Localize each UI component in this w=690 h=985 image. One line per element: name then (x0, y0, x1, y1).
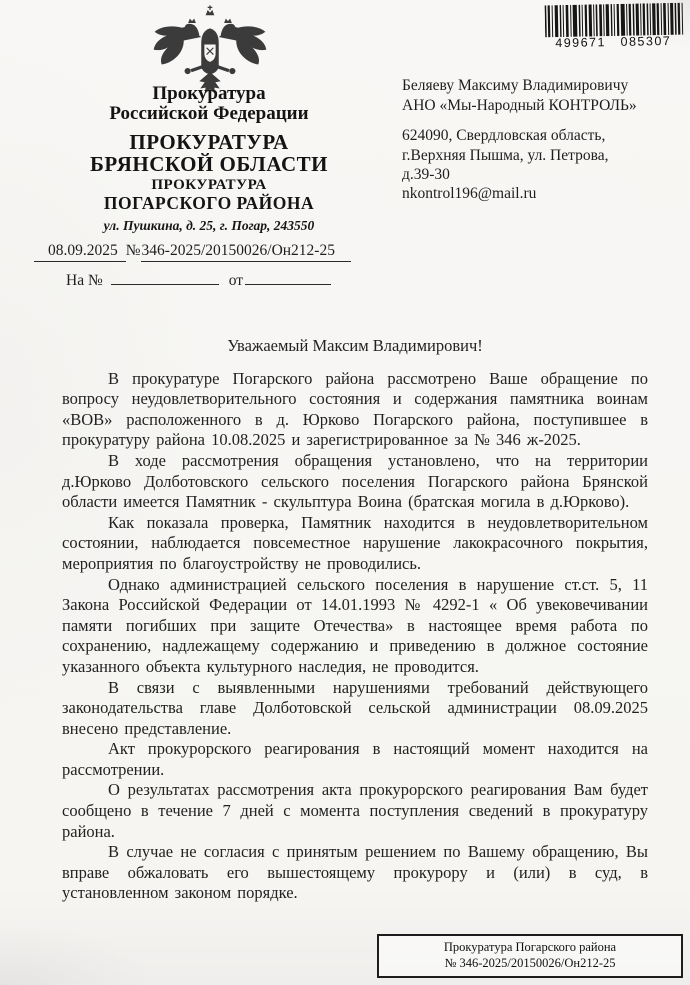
body-paragraph: Как показала проверка, Памятник находится в неудовлетворительном состоянии, наблюдается повсеместное нарушение лакокрасочного покрытия, мероприятия по благоустройству не проводились. (62, 512, 648, 573)
letterhead-address: ул. Пушкина, д. 25, г. Погар, 243550 (103, 218, 315, 233)
reply-from-label: от (228, 272, 244, 289)
recipient-block (402, 76, 688, 115)
letterhead-district-line2: ПОГАРСКОГО РАЙОНА (103, 193, 315, 213)
registration-stamp-box (377, 934, 683, 978)
letterhead-federal-line1: Прокуратура (152, 83, 266, 104)
reply-reference-line (66, 270, 331, 290)
recipient-email: nkontrol196@mail.ru (402, 185, 537, 202)
stamp-number-line: № 346-2025/20150026/Он212-25 (444, 956, 616, 970)
stamp-org-line: Прокуратура Погарского района (443, 940, 617, 954)
document-date: 08.09.2025 (34, 242, 126, 262)
letterhead-regional-line1: ПРОКУРАТУРА (129, 130, 289, 154)
document-number: 346-2025/20150026/Он212-25 (141, 242, 351, 262)
letterhead (26, 84, 392, 234)
body-paragraph: Однако администрацией сельского поселения в нарушение ст.ст. 5, 11 Закона Российской Федерации от 14.01.1993 № 4292-1 « Об увековечивании памяти погибших при защите Отечества» в настоящее время работа по сохранению, надлежащему содержанию и приведению в должное состояние указанного объекта культурного наследия, не проводится. (62, 574, 648, 676)
letter-body (62, 336, 648, 904)
letterhead-regional-line2: БРЯНСКОЙ ОБЛАСТИ (90, 152, 328, 176)
barcode (545, 3, 686, 51)
letterhead-federal-line2: Российской Федерации (109, 103, 309, 124)
body-paragraph: В случае не согласия с принятым решением по Вашему обращению, Вы вправе обжаловать его вышестоящему прокурору и (или) в суд, в установленном законом порядке. (62, 842, 648, 903)
barcode-bars (545, 3, 686, 38)
body-paragraph: О результатах рассмотрения акта прокурорского реагирования Вам будет сообщено в течение 7 дней с момента поступления сведений в прокуратуру района. (62, 780, 648, 841)
russia-coat-of-arms-emblem (142, 5, 278, 81)
body-paragraph: В связи с выявленными нарушениями требований действующего законодательства главе Долботовской сельской администрации 08.09.2025 внесено представление. (62, 677, 648, 738)
reference-line (34, 242, 351, 262)
reply-reference-label: На № (66, 272, 103, 289)
recipient-address-line1: 624090, Свердловская область, (402, 127, 606, 144)
reply-date-blank (245, 270, 331, 285)
body-paragraph: В ходе рассмотрения обращения установлено, что на территории д.Юрково Долботовского сельского поселения Погарского района Брянской области имеется Памятник - скульптура Воина (братская могила в д.Юрково). (62, 450, 648, 512)
recipient-name: Беляеву Максиму Владимировичу (402, 77, 629, 94)
barcode-digits-right: 085307 (620, 33, 672, 49)
body-paragraph: Акт прокурорского реагирования в настоящий момент находится на рассмотрении. (62, 739, 648, 779)
salutation: Уважаемый Максим Владимирович! (227, 336, 483, 355)
reply-number-blank (111, 270, 219, 285)
body-paragraph: В прокуратуре Погарского района рассмотрено Ваше обращение по вопросу неудовлетворительного состояния и содержания памятника воинам «ВОВ» расположенного в д. Юрково Погарского района, поступившее в прокуратуру района 10.08.2025 и зарегистрированное за № 346 ж-2025. (62, 368, 648, 450)
paragraphs-container (62, 369, 648, 904)
recipient-address-line2: г.Верхняя Пышма, ул. Петрова, (402, 146, 609, 164)
letterhead-district-line1: ПРОКУРАТУРА (151, 177, 267, 193)
recipient-org: АНО «Мы-Народный КОНТРОЛЬ» (402, 96, 637, 114)
recipient-address-block (402, 126, 688, 185)
number-sign: № (125, 242, 141, 259)
barcode-digits-left: 499671 (555, 35, 607, 51)
recipient-address-line3: д.39-30 (402, 166, 450, 183)
